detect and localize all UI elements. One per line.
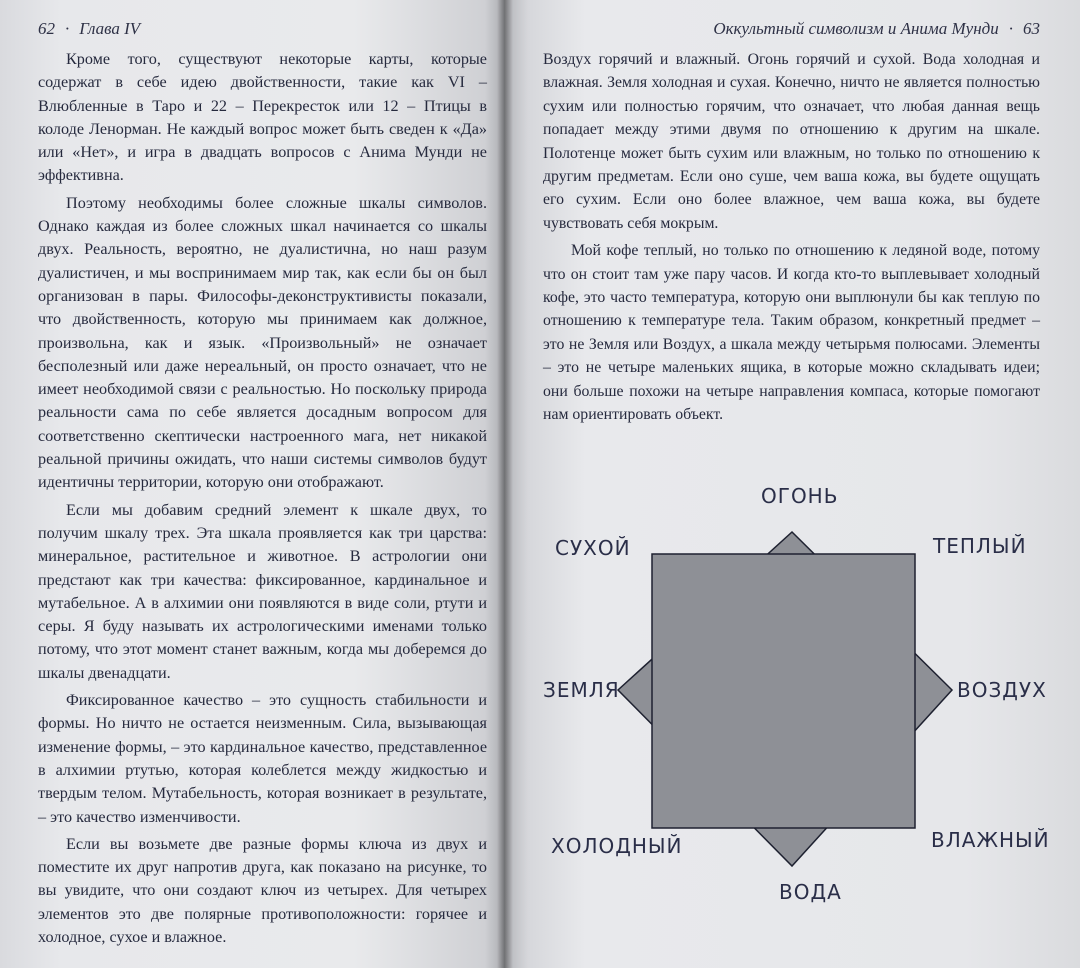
left-paragraph-4: Фиксированное качество – это сущность стабильности и формы. Но ничто не остается неизменным. Сила, вызывающая изменение формы, – это кардинальное качество, представленное в алхимии ртутью, которая колеблется между жидкостью и твердым телом. Мутабельность, которая возникает в результате, – это качество изменчивости. (38, 691, 487, 826)
label-top-right: ТЕПЛЫЙ (933, 534, 1027, 558)
right-page-number: 63 (1023, 19, 1040, 38)
label-bottom-left: ХОЛОДНЫЙ (551, 834, 683, 858)
label-top-left: СУХОЙ (555, 536, 631, 560)
left-paragraph-2: Поэтому необходимы более сложные шкалы символов. Однако каждая из более сложных шкал начинается со шкалы двух. Реальность, вероятно, не дуалистична, но наш разум дуалистичен, и мы воспринимаем мир так, как если бы он был организован в пары. Философы-деконструктивисты показали, что двойственность, которую мы принимаем как должное, произвольна, как и язык. «Произвольный» не означает бесполезный или даже нереальный, он просто означает, что не имеет необходимой связи с реальностью. Но поскольку природа реальности сама по себе является досадным вопросом для соответственно скептически настроенного мага, нет никакой реальной причины ожидать, что наши системы символов будут идентичны территории, которую они отображают. (38, 193, 487, 492)
left-paragraph-1: Кроме того, существуют некоторые карты, которые содержат в себе идею двойственности, такие как VI – Влюбленные в Таро и 22 – Перекресток или 12 – Птицы в колоде Ленорман. Не каждый вопрос может быть сведен к «Да» или «Нет», и игра в двадцать вопросов с Анима Мунди не эффективна. (38, 50, 487, 185)
chapter-title: Глава IV (79, 19, 141, 38)
elements-diagram (505, 478, 1080, 918)
right-paragraph-2: Мой кофе теплый, но только по отношению к ледяной воде, потому что он стоит там уже пару часов. И когда кто-то выплевывает холодный кофе, это часто температура, которую они выплюнули бы как теплую по отношению к температуре тела. Таким образом, конкретный предмет – это не Земля или Воздух, а шкала между четырьмя полюсами. Элементы – это не четыре маленьких ящика, в которые можно складывать идеи; они больше похожи на четыре направления компаса, которые помогают нам ориентировать объект. (543, 242, 1040, 424)
right-paragraph-1: Воздух горячий и влажный. Огонь горячий и сухой. Вода холодная и влажная. Земля холодная и сухая. Конечно, ничто не является полностью сухим или полностью горячим, что означает, что любая данная вещь попадает между этими двумя по отношению к другим на шкале. Полотенце может быть сухим или влажным, но только по отношению к другим предметам. Если оно суше, чем ваша кожа, вы будете ощущать его сухим. Если оно более влажное, чем ваша кожа, вы будете чувствовать себя мокрым. (543, 51, 1040, 232)
label-bottom: ВОДА (779, 880, 842, 904)
left-page (0, 0, 505, 968)
label-left: ЗЕМЛЯ (543, 678, 620, 702)
left-paragraph-5: Если вы возьмете две разные формы ключа из двух и поместите их друг напротив друга, как показано на рисунке, то вы увидите, что они создают ключ из четырех. Для четырех элементов это две полярные противоположности: горячее и холодное, сухое и влажное. (38, 834, 487, 946)
left-paragraph-3: Если мы добавим средний элемент к шкале двух, то получим шкалу трех. Эта шкала проявляется как три царства: минеральное, растительное и животное. В астрологии они предстают как три качества: фиксированное, кардинальное и мутабельное. А в алхимии они появляются в виде соли, ртути и серы. Я буду называть их астрологическими именами только потому, что этот момент станет важным, когда мы доберемся до шкалы двенадцати. (38, 500, 487, 682)
running-title: Оккультный символизм и Анима Мунди (713, 19, 999, 38)
left-running-head: 62 · Глава IV (38, 19, 141, 38)
square-shape (652, 554, 915, 828)
label-bottom-right: ВЛАЖНЫЙ (931, 828, 1050, 852)
right-running-head: Оккультный символизм и Анима Мунди · 63 (713, 19, 1040, 38)
label-top: ОГОНЬ (761, 484, 839, 508)
label-right: ВОЗДУХ (957, 678, 1047, 702)
left-page-number: 62 (38, 19, 55, 38)
